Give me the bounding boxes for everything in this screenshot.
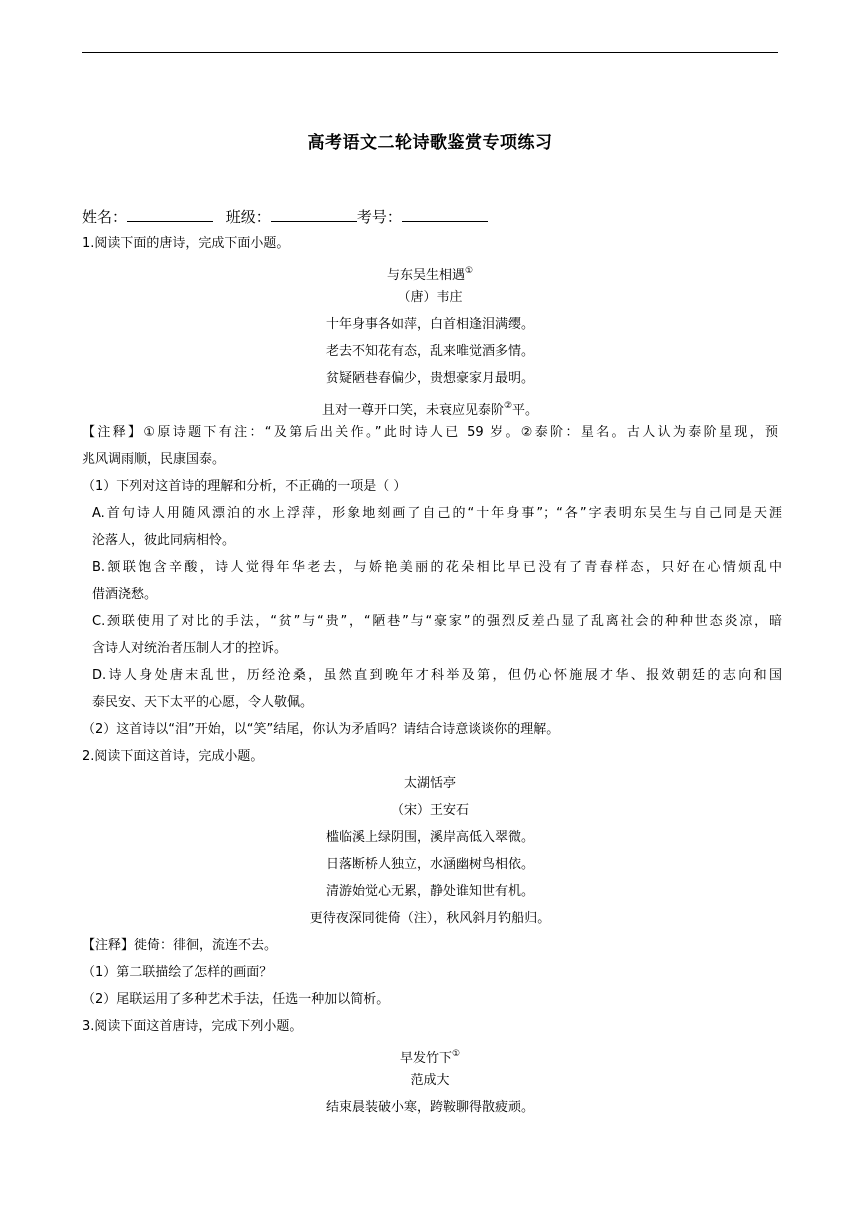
exam-no-label: 考号： [356,208,402,226]
q1-poem-line-last [0,397,860,420]
q1-poem-line: 十年身事各如萍，白首相逢泪满缨。 [325,317,534,332]
q1-option-b-line2: 借酒浇愁。 [92,587,158,602]
class-label: 班级： [225,208,271,226]
q3-poem-line: 结束晨装破小寒，跨鞍聊得散疲顽。 [325,1100,534,1115]
q1-option-a-line2: 沦落人，彼此同病相怜。 [92,533,236,548]
q1-sub1: （1）下列对这首诗的理解和分析，不正确的一项是（ ） [82,479,407,494]
q1-option-d-line1: D.诗人身处唐末乱世，历经沧桑，虽然直到晚年才科举及第，但仍心怀施展才华、报效朝廷的志向和国 [92,668,782,683]
q2-poem-author: （宋）王安石 [390,803,469,818]
q1-option-c-line1: C.颈联使用了对比的手法，“贫”与“贵”，“陋巷”与“豪家”的强烈反差凸显了乱离社会的种种世态炎凉，暗 [92,614,782,629]
q1-note-line1: 【注释】①原诗题下有注：“及第后出关作。”此时诗人已 59 岁。②泰阶：星名。古人认为泰阶星现，预 [82,425,778,440]
q1-option-c-line2: 含诗人对统治者压制人才的控诉。 [92,641,288,656]
q1-poem-line: 贫疑陋巷春偏少，贵想豪家月最明。 [325,371,534,386]
student-info-line [82,206,488,227]
q3-poem-author: 范成大 [410,1073,450,1088]
q1-last-line-b: 平。 [512,403,539,418]
q1-sub2: （2）这首诗以“泪”开始，以“笑”结尾，你认为矛盾吗？请结合诗意谈谈你的理解。 [82,722,560,737]
q2-stem: 2.阅读下面这首诗，完成小题。 [82,749,264,764]
q1-poem-title-text: 与东吴生相遇 [386,268,465,283]
q2-poem-line: 槛临溪上绿阴围，溪岸高低入翠微。 [325,830,534,845]
q3-title-note-mark: ① [451,1049,461,1059]
class-blank[interactable] [271,207,357,222]
q3-poem-title [0,1045,860,1068]
q1-option-a-line1: A.首句诗人用随风漂泊的水上浮萍，形象地刻画了自己的“十年身事”；“各”字表明东吴生与自己同是天涯 [92,506,782,521]
q1-note-line2: 兆风调雨顺，民康国泰。 [82,452,226,467]
q1-title-note-mark: ① [464,266,474,276]
q2-poem-line: 清游始觉心无累，静处谁知世有机。 [325,884,534,899]
name-blank[interactable] [127,207,213,222]
q2-poem-line: 更待夜深同徙倚（注），秋风斜月钓船归。 [309,911,551,926]
q2-poem-title: 太湖恬亭 [403,776,456,791]
exam-no-blank[interactable] [402,207,488,222]
page-title: 高考语文二轮诗歌鉴赏专项练习 [307,133,553,153]
q1-stem: 1.阅读下面的唐诗，完成下面小题。 [82,236,290,251]
q1-last-line-a: 且对一尊开口笑，未衰应见泰阶 [321,403,504,418]
q1-poem-line: 老去不知花有态，乱来唯觉酒多情。 [325,344,534,359]
q2-poem-line: 日落断桥人独立，水涵幽树鸟相依。 [325,857,534,872]
q2-note: 【注释】徙倚：徘徊，流连不去。 [82,938,278,953]
header-rule [82,52,778,53]
name-label: 姓名： [82,208,128,226]
q1-option-d-line2: 泰民安、天下太平的心愿，令人敬佩。 [92,695,314,710]
q1-poem-author: （唐）韦庄 [397,290,463,305]
q3-stem: 3.阅读下面这首唐诗，完成下列小题。 [82,1019,303,1034]
q1-poem-title [0,262,860,285]
q2-sub1: （1）第二联描绘了怎样的画面？ [82,965,273,980]
q1-option-b-line1: B.颔联饱含辛酸，诗人觉得年华老去，与娇艳美丽的花朵相比早已没有了青春样态，只好在心情烦乱中 [92,560,782,575]
q3-poem-title-text: 早发竹下 [399,1051,452,1066]
q1-last-line-note-mark: ② [503,401,513,411]
q2-sub2: （2）尾联运用了多种艺术手法，任选一种加以简析。 [82,992,390,1007]
